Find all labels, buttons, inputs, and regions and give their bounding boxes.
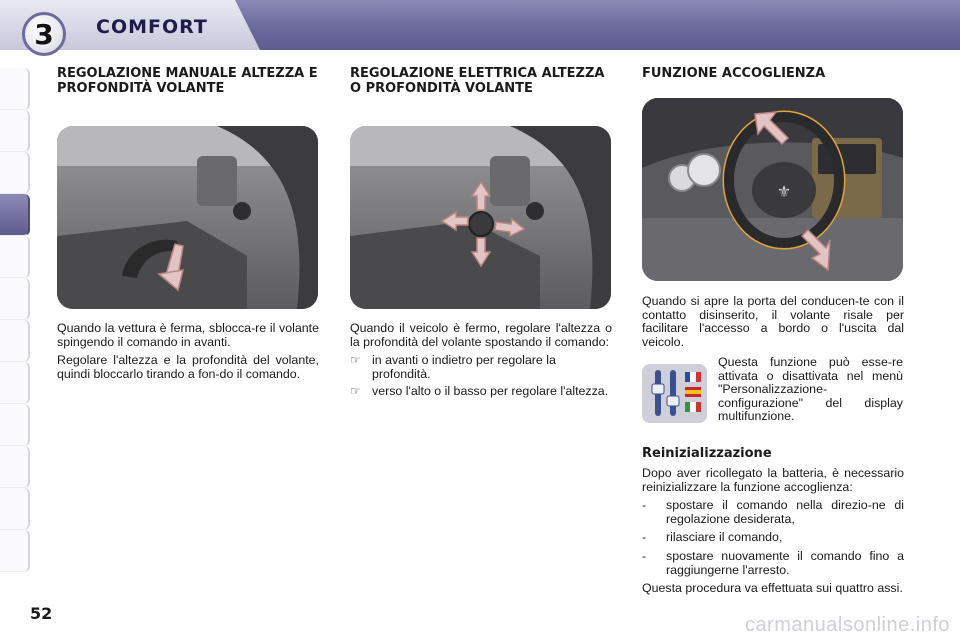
welcome-text: [642, 295, 904, 354]
chapter-tab-active[interactable]: [0, 194, 30, 236]
chapter-tab[interactable]: [0, 152, 30, 194]
chapter-tab[interactable]: [0, 320, 30, 362]
manual-text: [57, 322, 319, 386]
electric-adjust-section: [350, 66, 612, 96]
pointing-hand-icon: ☞: [350, 353, 361, 368]
section-title: REGOLAZIONE MANUALE ALTEZZA E PROFONDITÀ VOLANTE: [57, 66, 318, 96]
manual-paragraph-1: Quando la vettura è ferma, sblocca-re il volante spingendo il comando in avanti.: [57, 321, 319, 349]
section-title: FUNZIONE ACCOGLIENZA: [642, 66, 826, 81]
chapter-tab[interactable]: [0, 446, 30, 488]
personalization-icon: [642, 364, 707, 423]
chapter-tab[interactable]: [0, 530, 30, 572]
list-item: - spostare nuovamente il comando fino a raggiungerne l'arresto.: [642, 548, 904, 577]
chapter-tab[interactable]: [0, 404, 30, 446]
reset-section: [642, 446, 904, 601]
chapter-badge: 3: [22, 12, 66, 56]
reset-title: Reinizializzazione: [642, 446, 772, 461]
list-item-text: verso l'alto o il basso per regolare l'altezza.: [372, 384, 609, 399]
svg-text:⚜: ⚜: [776, 182, 792, 201]
list-item-text: spostare nuovamente il comando fino a raggiungerne l'arresto.: [666, 548, 904, 577]
chapter-tab[interactable]: [0, 278, 30, 320]
steering-wheel-photo: [642, 98, 903, 281]
reset-outro: Questa procedura va effettuata sui quattro assi.: [642, 581, 903, 596]
list-item: - spostare il comando nella direzio-ne di regolazione desiderata,: [642, 498, 904, 526]
personalization-note: [718, 356, 903, 429]
page-number: 52: [30, 604, 53, 623]
electric-intro: Quando il veicolo è fermo, regolare l'altezza o la profondità del volante spostando il comando:: [350, 321, 612, 349]
list-item-text: in avanti o indietro per regolare la profondità.: [372, 353, 556, 381]
manual-adjust-section: [57, 66, 319, 96]
note-text: Questa funzione può esse-re attivata o disattivata nel menù "Personalizzazione-configurazione" del display multifunzione.: [718, 355, 903, 424]
chapter-tabs: [0, 68, 32, 573]
list-item-text: rilasciare il comando,: [666, 530, 783, 545]
section-title: REGOLAZIONE ELETTRICA ALTEZZA O PROFONDITÀ VOLANTE: [350, 66, 605, 96]
watermark: carmanualsonline.info: [744, 614, 950, 636]
chapter-tab[interactable]: [0, 110, 30, 152]
chapter-tab[interactable]: [0, 362, 30, 404]
chapter-title: COMFORT: [96, 16, 208, 38]
welcome-section: [642, 66, 904, 81]
chapter-tab[interactable]: [0, 68, 30, 110]
electric-text: [350, 322, 612, 403]
chapter-tab[interactable]: [0, 236, 30, 278]
list-item: - rilasciare il comando,: [642, 530, 783, 545]
list-item: [350, 354, 612, 381]
manual-lever-photo: [57, 126, 318, 309]
manual-paragraph-2: Regolare l'altezza e la profondità del volante, quindi bloccarlo tirando a fon-do il comando.: [57, 353, 319, 381]
welcome-paragraph: Quando si apre la porta del conducen-te con il contatto disinserito, il volante risale per facilitare l'accesso a bordo o l'uscita dal veicolo.: [642, 294, 904, 349]
chapter-tab[interactable]: [0, 488, 30, 530]
pointing-hand-icon: ☞: [350, 384, 361, 399]
list-item: [350, 385, 612, 399]
reset-intro: Dopo aver ricollegato la batteria, è necessario reinizializzare la funzione accoglienza:: [642, 466, 904, 494]
electric-control-photo: [350, 126, 611, 309]
list-item-text: spostare il comando nella direzio-ne di regolazione desiderata,: [666, 498, 904, 526]
